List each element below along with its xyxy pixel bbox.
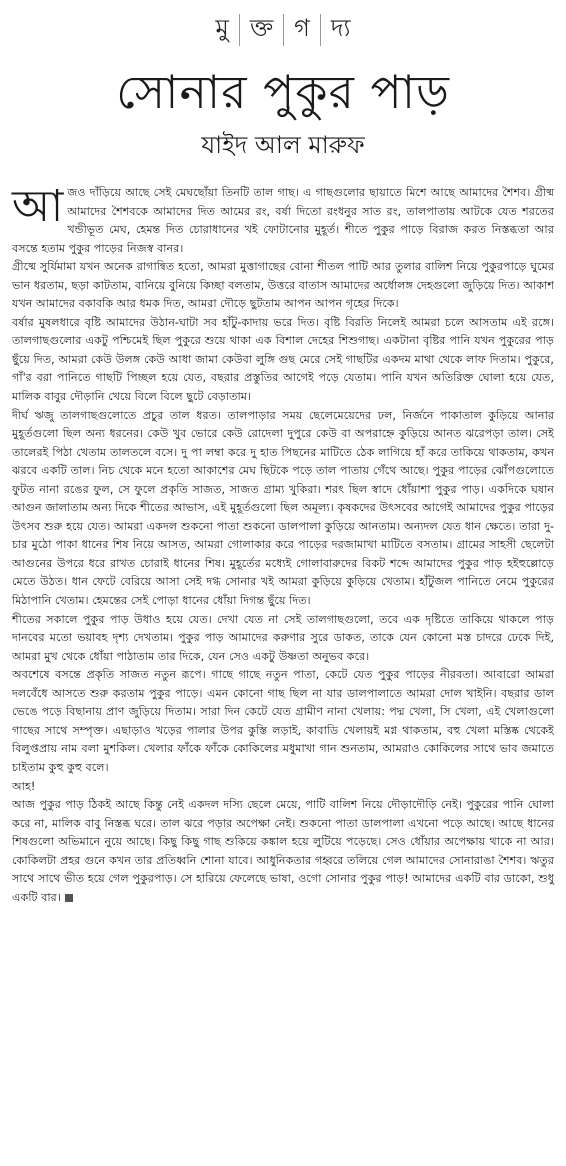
- section-part: দ্য: [330, 14, 351, 42]
- section-part: গ: [294, 14, 310, 42]
- drop-cap: আ: [12, 181, 64, 232]
- paragraph: [12, 796, 554, 907]
- paragraph: অবশেষে বসন্তে প্রকৃতি সাজত নতুন রূপে। গাছে গাছে নতুন পাতা, কেটে যেত পুকুর পাড়ের নীরবতা। আবারো আমরা দলবেঁধে আসতে শুরু করতাম পুকুর পাড়ে। এমন কোনো গাছ ছিল না যার ডালপালাতে আমরা দোল খাইনি। বছরার ডাল ভেঙে পড়ে বিছানায় প্রাণ জুড়িয়ে দিতাম। সারা দিন কেটে যেত গ্রামীণ নানা খেলায়: পদ্ম খেলা, সি খেলা, এই খেলাগুলো গাছের সাথে সম্পৃক্ত। এছাড়াও খড়ের পালার উপর কুস্তি লড়াই, কাবাডি খেলায়ই মগ্ন থাকতাম, বহু খেলা মস্তিষ্ক থেকেই বিলুপ্তপ্রায় নাম বলা মুশকিল। খেলার ফাঁকে ফাঁকে কোকিলের মধুমাখা গান শুনতাম, আমরাও কোকিলের সাথে ভাব জমাতে চাইতাম কুহু কুহু বলে।: [12, 668, 554, 774]
- paragraph: [12, 181, 554, 258]
- article-body: [12, 181, 554, 907]
- paragraph: দীর্ঘ ঋজু তালগাছগুলোতে প্রচুর তাল ধরত। তালপাড়ার সময় ছেলেমেয়েদের ঢল, নির্জনে পাকাতাল কুড়িয়ে আনার মুহূর্তগুলো ছিল অন্য ধরনের। কেউ খুব ভোরে কেউ রোদেলা দুপুরে কেউ বা অপরাহ্নে কুড়িয়ে আনত ঝরেপড়া তাল। সেই তালেরই পিঠা খেতাম তালতলে বসে। দু পা লম্বা করে দু হাত পিছনের মাটিতে ঠেক লাগিয়ে হাঁ করে তাকিয়ে থাকতাম, কখন ঝরবে একটি তাল। নিচ থেকে মনে হতো আকাশের মেঘ ছিটকে পড়ে তাল পাতায় গেঁথে আছে। পুকুর পাড়ের ঝোঁপগুলোতে ফুটত নানা রঙের ফুল, সে ফুলে প্রকৃতি সাজত, সাজত গ্রাম্য খুকিরা। শরৎ ছিল স্বাদে ধোঁয়াশা পুকুর পাড়। একদিকে ঘষান আগুন জালাতাম অন্য দিকে শীতের আভাস, এই মুহূর্তগুলো ছিল অমূল্য। কৃষকদের উৎসবের আগেই আমাদের পুকুর পাড়ের উৎসব শুরু হয়ে যেত। আমরা একদল শুকনো পাতা শুকনো ডালপালা কুড়িয়ে আনতাম। অন্যদল যেত ধান ক্ষেতে। তারা দু-চার মুঠো পাকা ধানের শিষ নিয়ে আসত, আমরা গোলাকার করে পাড়ের দরজামাখা মাটিতে বসতাম। গ্রামের সাহসী ছেলেটা আগুনের উপরে ধরে রাখত চোরাই ধানের শিষ। মুহূর্তের মধ্যেই গোলাবারুদের বিকট শব্দে আমাদের পুকুর পাড় হইহুল্লোড়ে মেতে উঠত। ধান ফেটে বেরিয়ে আসা সেই দগ্ধ সোনার খই আমরা কুড়িয়ে কুড়িয়ে খেতাম। হাঁটুজল পানিতে নেমে পুকুরের মিঠাপানি খেতাম। হেমন্তের সেই পোড়া ধানের ধোঁয়া দিগন্ত ছুঁয়ে দিত।: [12, 408, 554, 608]
- section-part: মু: [215, 14, 229, 42]
- end-mark-icon: [65, 894, 73, 902]
- paragraph: শীতের সকালে পুকুর পাড় উধাও হয়ে যেত। দেখা যেত না সেই তালগাছগুলো, তবে এক দৃষ্টিতে তাকিয়ে থাকলে পাড় দানবের মতো ভয়াবহ দৃশ্য দেখতাম। পুকুর পাড় আমাদের করুণার সুরে ডাকত, তাকে যেন কোনো মস্ত চাদরে ঢেকে দিই, আমরা মুখ থেকে ধোঁয়া পাঠাতাম তার দিকে, যেন সেও একটু উষ্ণতা অনুভব করে।: [12, 612, 554, 663]
- paragraph: গ্রীষ্মে সুর্যিমামা যখন অনেক রাগান্বিত হতো, আমরা মুত্তাগাছের বোনা শীতল পাটি আর তুলার বালিশ নিয়ে পুকুরপাড়ে ঘুমের ভান ধরতাম, ছড়া কাটতাম, বানিয়ে বুনিয়ে কিচ্ছা বলতাম, উত্তরে বাতাস আমাদের অর্ধোলঙ্গ দেহগুলো জুড়িয়ে দিত। আকাশ যখন আমাদের বকাবকি আর ধমক দিত, আমরা দৌড়ে ছুটতাম আপন আপন গৃহের দিকে।: [12, 260, 554, 311]
- paragraph: বর্ষার মুষলধারে বৃষ্টি আমাদের উঠান-ঘাটা সব হাঁটু-কাদায় ভরে দিত। বৃষ্টি বিরতি নিলেই আমরা চলে আসতাম এই রঙ্গে। তালগাছগুলোর একটু পশ্চিমেই ছিল পুকুরে শুয়ে থাকা এক বিশাল দেহের শিশুগাছ। একটানা বৃষ্টির পানি যখন পুকুরের পাড় ছুঁয়ে দিত, আমরা কেউ উলঙ্গ কেউ আধা জামা কেউবা লুঙ্গি গুছ মেরে সেই গাছটির একদম মাথা থেকে লাফ দিতাম। পুকুরে, গাঁ'র বরা পানিতে গাছটি পিচ্ছল হয়ে যেত, বছরার প্রস্তুতির আগেই পড়ে যেতাম। পানি যখন অতিরিক্ত ঘোলা হয়ে যেত, মালিক বাবুর দৌড়ানি খেয়ে বিলে বিলে ছুটে বেড়াতাম।: [12, 315, 554, 404]
- paragraph-text: জও দাঁড়িয়ে আছে সেই মেঘছোঁয়া তিনটি তাল গাছ। এ গাছগুলোর ছায়াতে মিশে আছে আমাদের শৈশব। গ্রীষ্ম আমাদের শৈশবকে আমাদের দিত আমের রং, বর্ষা দিতো রংধনুর সাত রং, তালপাতায় আটকে যেত শরতের খন্ডীভূত মেঘ, হেমন্ত দিত চোরাধানের খই ফোটানোর মুহূর্ত। শীতে পুকুর পাড়ে বিরাজ করত নিস্তব্ধতা আর বসন্তে হতাম পুকুর পাড়ের নিজস্ব বানর।: [12, 186, 554, 255]
- paragraph-text: আজ পুকুর পাড় ঠিকই আছে কিন্তু নেই একদল দস্যি ছেলে মেয়ে, পাটি বালিশ নিয়ে দৌড়াদৌড়ি নেই। পুকুরের পানি ঘোলা করে না, মালিক বাবু নিস্তব্ধ ঘরে। তাল ঝরে পড়ার অপেক্ষা নেই। শুকনো পাতা ডালপালা এখনো পড়ে আছে। আছে ধানের শিষগুলো অভিমানে নুয়ে আছে। কিছু কিছু গাছ শুকিয়ে কঙ্কাল হয়ে লুটিয়ে পড়েছে। সেও ধোঁয়ার অপেক্ষায় থাকে না আর। কোকিলটা প্রহর গুনে কখন তার প্রতিধ্বনি শোনা যাবে। আধুনিকতার গহ্বরে তলিয়ে গেল আমাদের সোনারাঙা শৈশব। ঋতুর সাথে সাথে ভীত হয়ে গেল পুকুরপাড়। সে হারিয়ে ফেলেছে ভাষা, ওগো সোনার পুকুর পাড়! আমাদের একটি বার ডাকো, শুধু একটি বার।: [12, 798, 554, 904]
- section-part: ক্ত: [249, 14, 274, 42]
- article-author: যাইদ আল মারুফ: [201, 131, 365, 159]
- article-title: সোনার পুকুর পাড়: [116, 65, 450, 119]
- section-header: [12, 0, 554, 60]
- paragraph: আহ!: [12, 779, 36, 793]
